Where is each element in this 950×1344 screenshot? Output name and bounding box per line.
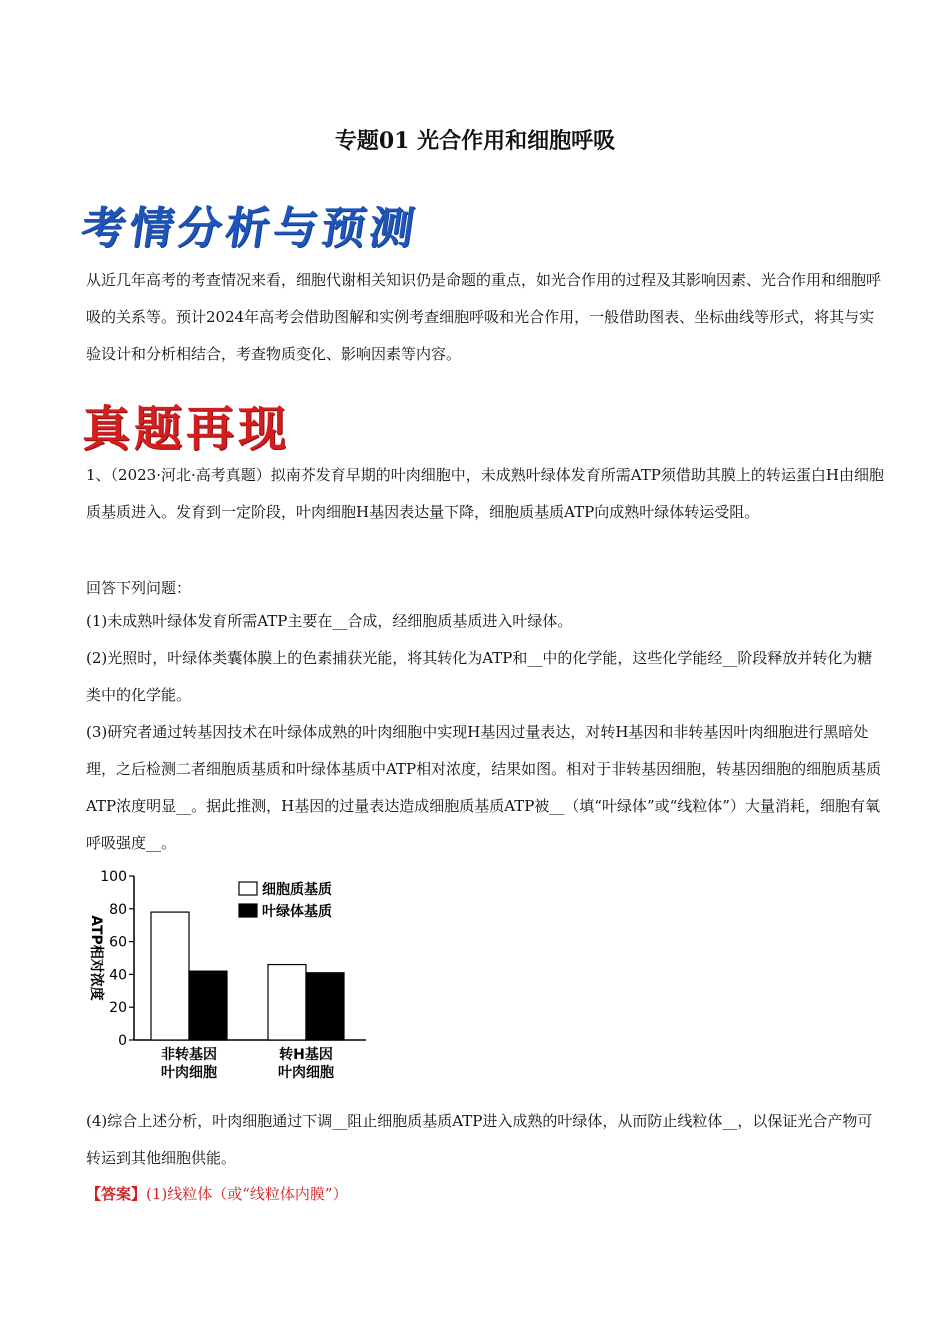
legend-swatch [239,904,257,917]
y-axis-label: ATP相对浓度 [88,915,104,1001]
x-category-label: 非转基因 [161,1047,217,1063]
y-tick-label: 80 [109,901,127,918]
y-tick-label: 20 [109,1000,127,1017]
y-tick-label: 0 [118,1033,127,1049]
answer-tag: 【答案】 [86,1185,147,1203]
x-category-label: 转H基因 [279,1047,333,1063]
legend-swatch [239,882,257,895]
y-tick-label: 100 [100,869,127,885]
question-stem: 1、（2023·河北·高考真题）拟南芥发育早期的叶肉细胞中，未成熟叶绿体发育所需ATP须借助其膜上的转运蛋白H由细胞质基质进入。发育到一定阶段，叶肉细胞H基因表达量下降，细胞质基质ATP向成熟叶绿体转运受阻。 [86,466,884,521]
x-category-label: 叶肉细胞 [278,1065,334,1081]
bar-chloroplast-2 [306,973,344,1040]
question-part-3: (3)研究者通过转基因技术在叶绿体成熟的叶肉细胞中实现H基因过量表达，对转H基因和非转基因叶肉细胞进行黑暗处理，之后检测二者细胞质基质和叶绿体基质中ATP相对浓度，结果如图。相对于非转基因细胞，转基因细胞的细胞质基质ATP浓度明显__。据此推测，H基因的过量表达造成细胞质基质ATP被__（填“叶绿体”或“线粒体”）大量消耗，细胞有氧呼吸强度__。 [86,723,882,852]
intro-paragraph: 从近几年高考的考查情况来看，细胞代谢相关知识仍是命题的重点，如光合作用的过程及其影响因素、光合作用和细胞呼吸的关系等。预计2024年高考会借助图解和实例考查细胞呼吸和光合作用，一般借助图表、坐标曲线等形式，将其与实验设计和分析相结合，考查物质变化、影响因素等内容。 [86,271,882,363]
section-banner-exam: 真题再现 [82,401,291,457]
bar-cytoplasm-1 [151,912,189,1040]
atp-bar-chart [84,862,384,1087]
y-tick-label: 40 [109,967,127,984]
page-title: 专题01 光合作用和细胞呼吸 [334,128,616,154]
answer-line [86,1183,348,1204]
x-category-label: 叶肉细胞 [161,1065,217,1081]
bar-cytoplasm-2 [268,965,306,1040]
question-part-1: (1)未成熟叶绿体发育所需ATP主要在__合成，经细胞质基质进入叶绿体。 [86,612,573,630]
bar-chloroplast-1 [189,971,227,1040]
question-part-2: (2)光照时，叶绿体类囊体膜上的色素捕获光能，将其转化为ATP和__中的化学能，这些化学能经__阶段释放并转化为糖类中的化学能。 [86,649,873,704]
legend-label: 细胞质基质 [262,882,332,898]
question-part-4: (4)综合上述分析，叶肉细胞通过下调__阻止细胞质基质ATP进入成熟的叶绿体，从而防止线粒体__，以保证光合产物可转运到其他细胞供能。 [86,1112,873,1167]
legend-label: 叶绿体基质 [262,904,332,920]
y-tick-label: 60 [109,934,127,951]
section-banner-analysis: 考情分析与预测 [77,203,421,254]
question-prompt: 回答下列问题： [86,579,192,597]
answer-text: (1)线粒体（或“线粒体内膜”） [146,1185,348,1203]
